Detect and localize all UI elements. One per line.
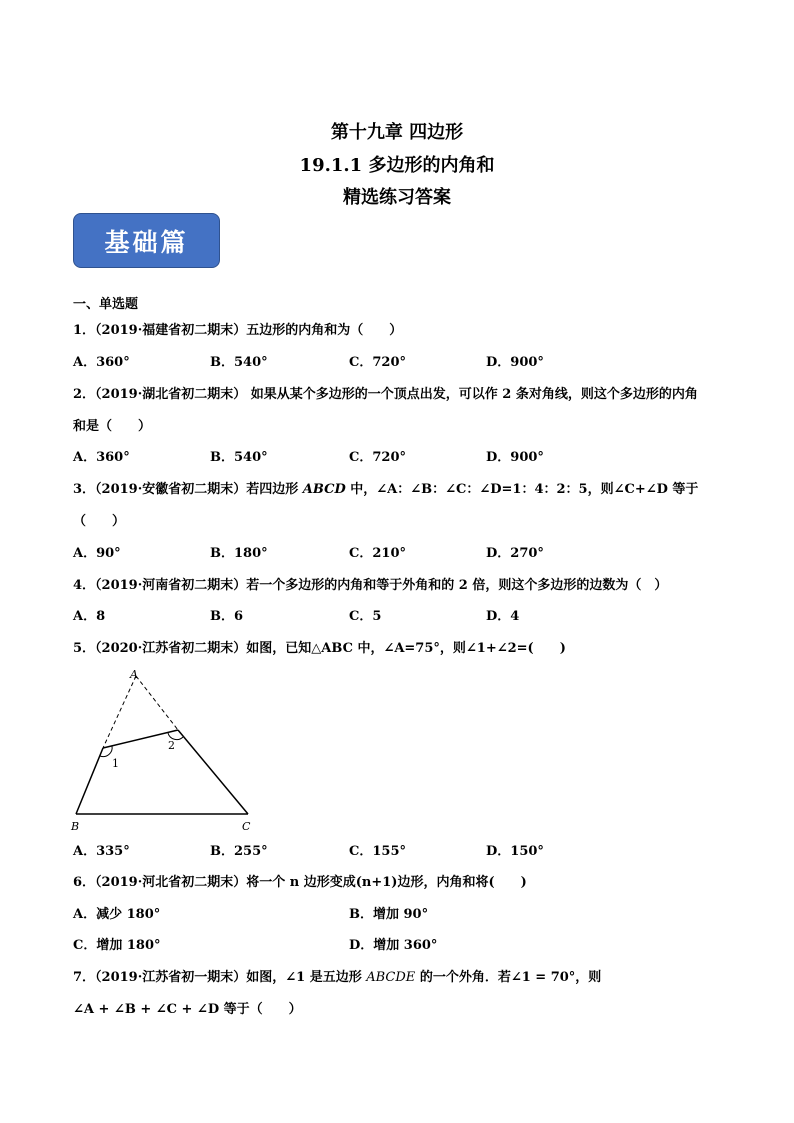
- q3-option-c: C．210°: [349, 546, 406, 561]
- label-b: B: [71, 820, 80, 833]
- label-angle-2: 2: [168, 739, 175, 752]
- question-4-stem: 4．（2019·河南省初二期末）若一个多边形的内角和等于外角和的 2 倍，则这个多边形的边数为（ ）: [73, 578, 668, 593]
- side-lower-right: [178, 730, 248, 814]
- q2-option-d: D．900°: [486, 450, 544, 465]
- q2-option-a: A．360°: [73, 450, 130, 465]
- q3-option-a: A．90°: [73, 546, 121, 561]
- q5-option-c: C．155°: [349, 844, 406, 859]
- q3-option-b: B．180°: [210, 546, 268, 561]
- question-2-stem: 2．（2019·湖北省初二期末） 如果从某个多边形的一个顶点出发，可以作 2 条对角线，则这个多边形的内角: [73, 387, 698, 402]
- question-5-stem: 5．（2020·江苏省初二期末）如图，已知△ABC 中，∠A=75°，则∠1+∠2=( ): [73, 641, 566, 656]
- q1-option-c: C．720°: [349, 355, 406, 370]
- q5-option-d: D．150°: [486, 844, 544, 859]
- q4-option-c: C．5: [349, 609, 382, 624]
- question-6-stem: 6．（2019·河北省初二期末）将一个 n 边形变成(n+1)边形，内角和将( ): [73, 875, 527, 890]
- question-2-stem-cont: 和是（ ）: [73, 419, 152, 434]
- level-badge: [73, 213, 220, 268]
- dashed-side-ac: [136, 676, 178, 730]
- chapter-title: 第十九章 四边形: [330, 122, 464, 143]
- badge-label: 基础篇: [104, 227, 189, 257]
- question-1-stem: 1．（2019·福建省初二期末）五边形的内角和为（ ）: [73, 323, 403, 338]
- cut-line: [103, 730, 178, 748]
- question-3-stem: 3．（2019·安徽省初二期末）若四边形 ABCD 中，∠A：∠B：∠C：∠D=1：4：2：5，则∠C+∠D 等于: [73, 482, 699, 497]
- section-title: 19.1.1 多边形的内角和: [299, 155, 495, 176]
- q1-option-d: D．900°: [486, 355, 544, 370]
- question-7-stem: 7．（2019·江苏省初一期末）如图，∠1 是五边形 ABCDE 的一个外角．若∠1 = 70°，则: [73, 970, 602, 985]
- q6-option-a: A．减少 180°: [73, 907, 161, 922]
- q2-option-b: B．540°: [210, 450, 268, 465]
- label-a: A: [130, 668, 138, 681]
- triangle-figure: [66, 668, 266, 836]
- side-lower-left: [76, 748, 103, 814]
- q4-option-d: D．4: [486, 609, 520, 624]
- q3-option-d: D．270°: [486, 546, 544, 561]
- q2-option-c: C．720°: [349, 450, 406, 465]
- question-3-stem-cont: （ ）: [73, 514, 126, 529]
- q7-variable: ABCDE: [366, 970, 416, 985]
- subtitle: 精选练习答案: [343, 187, 451, 208]
- q5-option-b: B．255°: [210, 844, 268, 859]
- q4-option-b: B．6: [210, 609, 244, 624]
- q6-option-d: D．增加 360°: [349, 938, 438, 953]
- dashed-side-ab: [103, 676, 136, 748]
- label-angle-1: 1: [112, 757, 119, 770]
- question-7-stem-cont: ∠A + ∠B + ∠C + ∠D 等于（ ）: [73, 1002, 302, 1017]
- q4-option-a: A．8: [73, 609, 106, 624]
- q6-option-b: B．增加 90°: [349, 907, 429, 922]
- q1-option-b: B．540°: [210, 355, 268, 370]
- label-c: C: [242, 820, 251, 833]
- q3-variable: ABCD: [302, 482, 346, 497]
- section-heading: 一、单选题: [73, 297, 139, 312]
- q1-option-a: A．360°: [73, 355, 130, 370]
- q5-option-a: A．335°: [73, 844, 130, 859]
- q6-option-c: C．增加 180°: [73, 938, 161, 953]
